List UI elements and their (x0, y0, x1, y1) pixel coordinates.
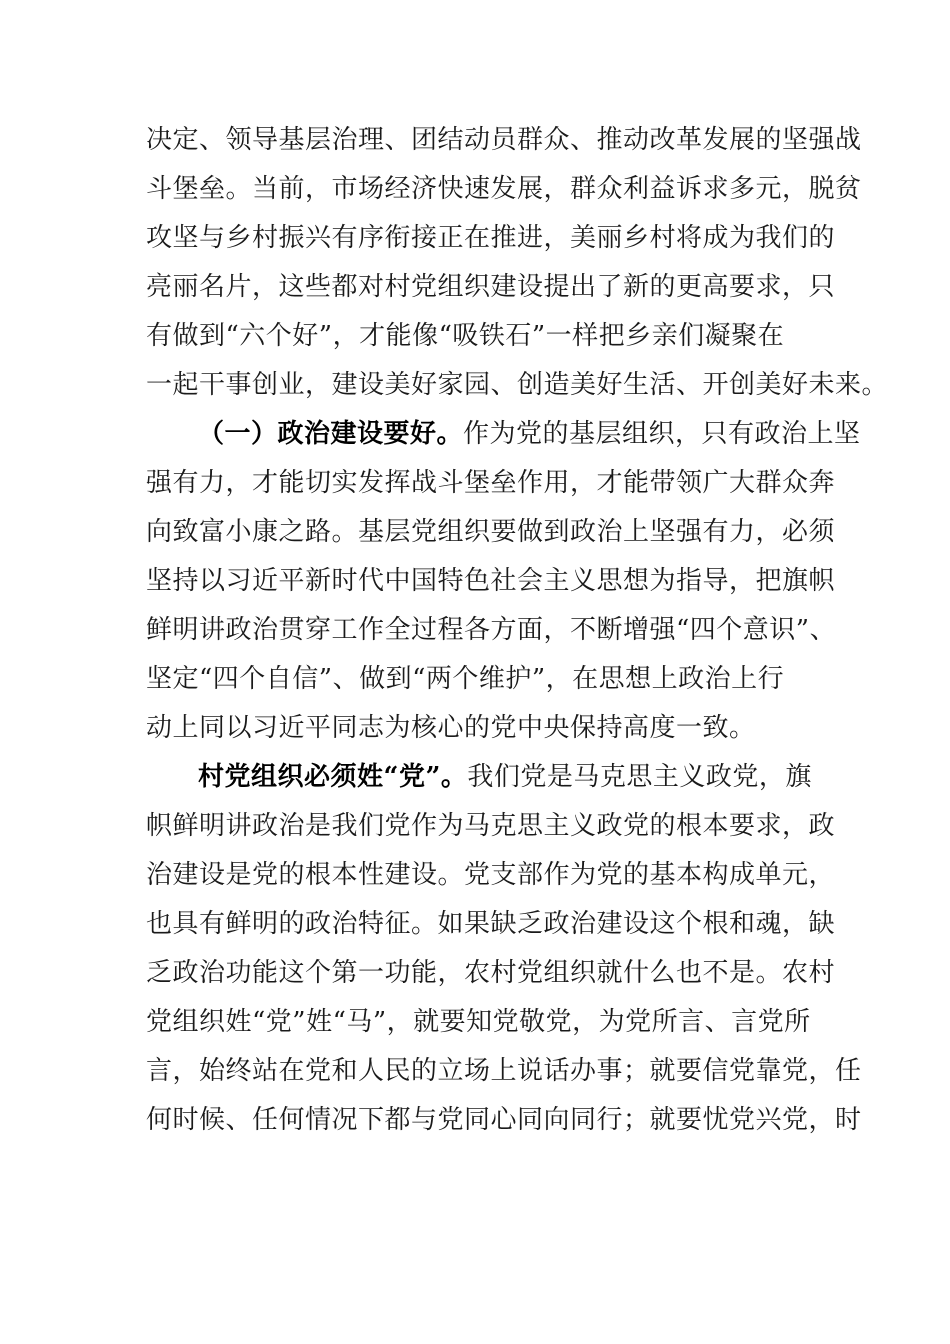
section-heading: （一）政治建设要好。 (198, 419, 464, 449)
text-line: 亮丽名片，这些都对村党组织建设提出了新的更高要求，只 (146, 272, 836, 302)
text-line (146, 410, 861, 459)
text-line: 乏政治功能这个第一功能，农村党组织就什么也不是。农村 (146, 958, 836, 988)
text-line: 强有力，才能切实发挥战斗堡垒作用，才能带领广大群众奔 (146, 468, 836, 498)
paragraph-political-construction (146, 410, 861, 753)
text-line: 也具有鲜明的政治特征。如果缺乏政治建设这个根和魂，缺 (146, 909, 836, 939)
text-line: 向致富小康之路。基层党组织要做到政治上坚强有力，必须 (146, 517, 836, 547)
text-line: 言，始终站在党和人民的立场上说话办事；就要信党靠党，任 (146, 1056, 862, 1086)
text-line: 坚持以习近平新时代中国特色社会主义思想为指导，把旗帜 (146, 566, 836, 596)
text-line: 攻坚与乡村振兴有序衔接正在推进，美丽乡村将成为我们的 (146, 223, 836, 253)
text-line (146, 753, 816, 802)
paragraph-party-identity (146, 753, 862, 1145)
text-run: 作为党的基层组织，只有政治上坚 (463, 419, 861, 449)
section-heading: 村党组织必须姓“党”。 (198, 762, 468, 792)
text-line: 一起干事创业，建设美好家园、创造美好生活、开创美好未来。 (146, 370, 889, 400)
text-run: 我们党是马克思主义政党，旗 (467, 762, 812, 792)
text-line: 帜鲜明讲政治是我们党作为马克思主义政党的根本要求，政 (146, 811, 836, 841)
text-line: 治建设是党的根本性建设。党支部作为党的基本构成单元， (146, 860, 836, 890)
text-line: 鲜明讲政治贯穿工作全过程各方面，不断增强“四个意识”、 (146, 615, 837, 645)
text-line: 党组织姓“党”姓“马”，就要知党敬党，为党所言、言党所 (146, 1007, 811, 1037)
text-line: 有做到“六个好”，才能像“吸铁石”一样把乡亲们凝聚在 (146, 321, 785, 351)
text-line: 斗堡垒。当前，市场经济快速发展，群众利益诉求多元，脱贫 (146, 174, 862, 204)
document-body (146, 116, 889, 1145)
text-line: 何时候、任何情况下都与党同心同向同行；就要忧党兴党，时 (146, 1105, 862, 1135)
text-line: 决定、领导基层治理、团结动员群众、推动改革发展的坚强战 (146, 125, 862, 155)
text-line: 坚定“四个自信”、做到“两个维护”，在思想上政治上行 (146, 664, 785, 694)
text-line: 动上同以习近平同志为核心的党中央保持高度一致。 (146, 713, 756, 743)
paragraph-intro (146, 116, 889, 410)
